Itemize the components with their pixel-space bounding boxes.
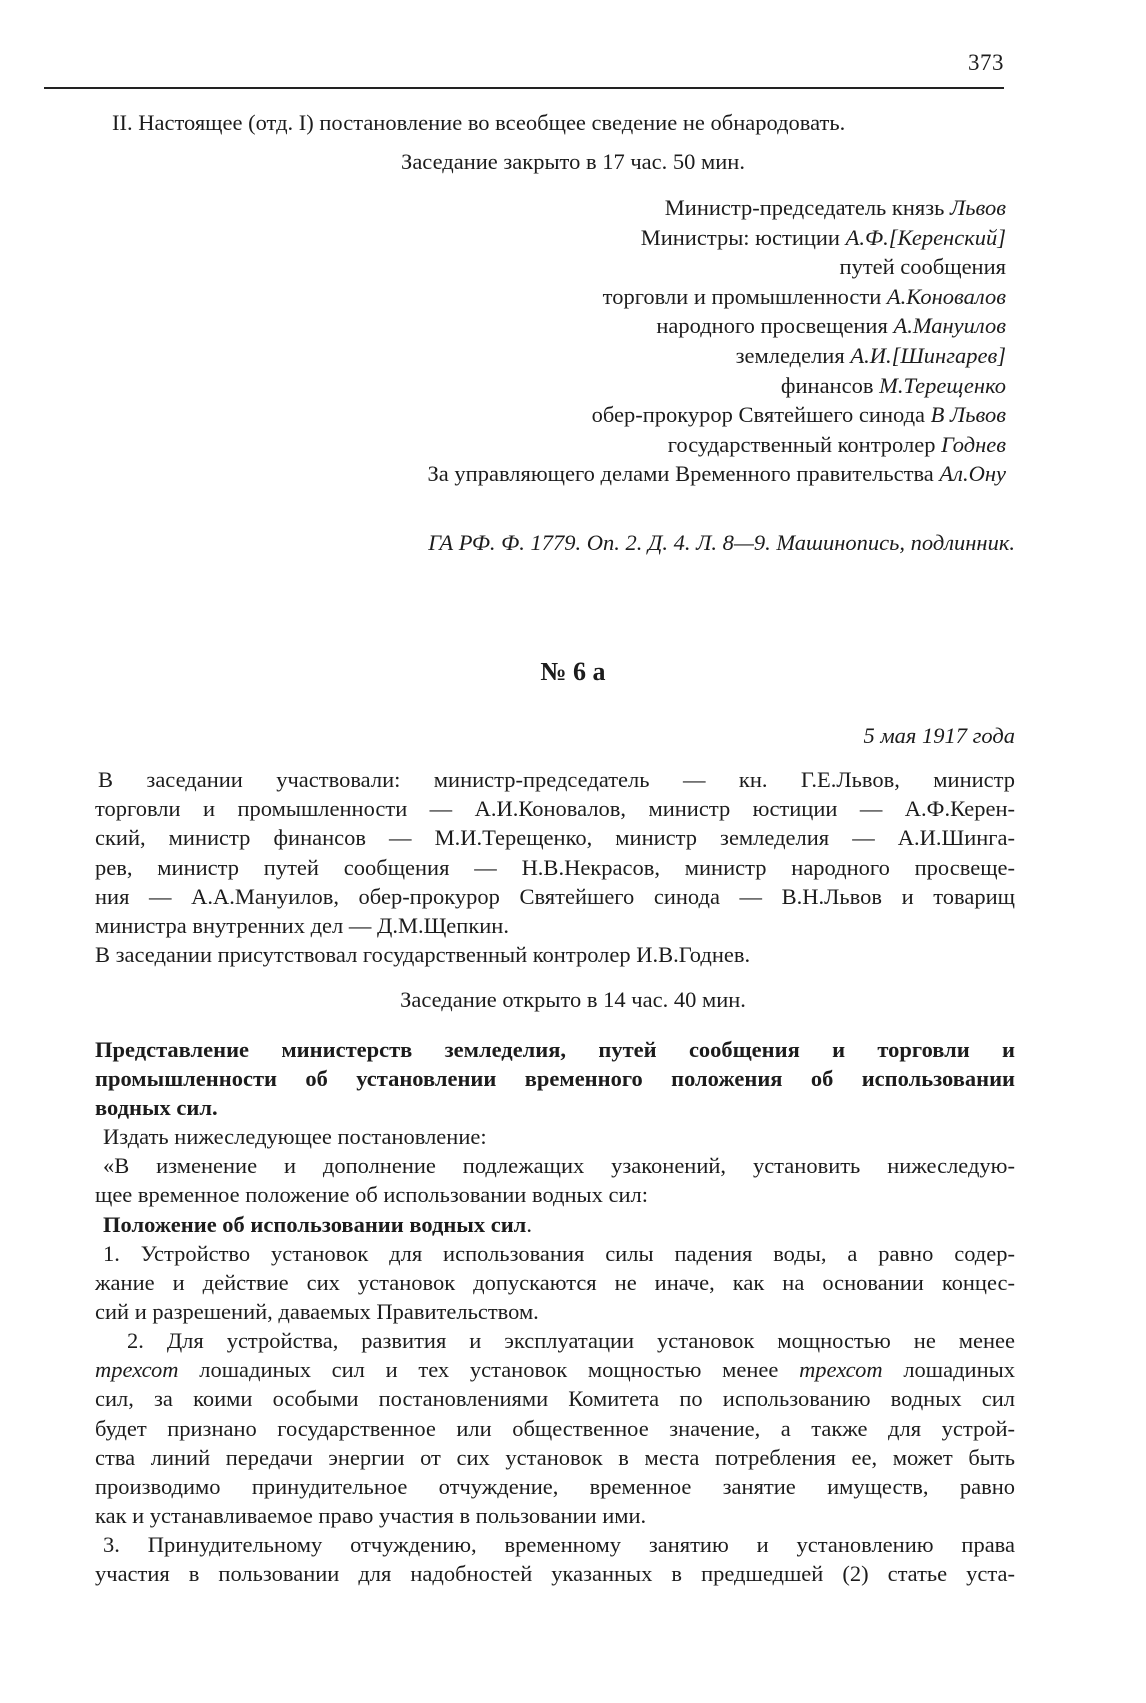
article-2	[95, 1326, 1015, 1530]
text-line: торговли и промышленности — А.И.Коновалов, министр юстиции — А.Ф.Керен-	[95, 796, 1015, 822]
signature-line: торговли и промышленности А.Коновалов	[602, 283, 1006, 309]
text-line: сил, за коими особыми постановлениями Комитета по использованию водных сил	[95, 1386, 1015, 1412]
document-number: № 6 а	[540, 657, 606, 686]
signature-line: путей сообщения	[839, 254, 1006, 280]
session-closed: Заседание закрыто в 17 час. 50 мин.	[401, 149, 745, 174]
text-line: ства линий передачи энергии от сих установок в места потребления ее, может быть	[95, 1444, 1015, 1470]
text-line: производимо принудительное отчуждение, временное занятие имуществ, равно	[95, 1473, 1015, 1499]
decree-intro: Издать нижеследующее постановление:	[103, 1124, 487, 1149]
signature-line: государственный контролер Годнев	[667, 431, 1006, 457]
heading-line: водных сил.	[95, 1095, 218, 1121]
header-rule	[44, 87, 1004, 89]
signature-line: За управляющего делами Временного правительства Ал.Ону	[427, 461, 1006, 487]
archive-reference: ГА РФ. Ф. 1779. Оп. 2. Д. 4. Л. 8—9. Машинопись, подлинник.	[428, 530, 1015, 555]
page-number: 373	[968, 50, 1004, 75]
text-line: жание и действие сих установок допускаются не иначе, как на основании концес-	[95, 1270, 1015, 1296]
article-1	[95, 1239, 1015, 1327]
text-line: 2. Для устройства, развития и эксплуатации установок мощностью не менее	[127, 1328, 1015, 1353]
heading-line: Представление министерств земледелия, путей сообщения и торговли и	[95, 1037, 1015, 1062]
article-3	[95, 1530, 1015, 1588]
signature-line: земледелия А.И.[Шингарев]	[735, 342, 1006, 368]
signature-line: Министры: юстиции А.Ф.[Керенский]	[640, 224, 1006, 250]
text-line: В заседании участвовали: министр-председатель — кн. Г.Е.Львов, министр	[98, 767, 1015, 792]
text-line: ский, министр финансов — М.И.Терещенко, министр земледелия — А.И.Шинга-	[95, 825, 1015, 851]
heading-line: промышленности об установлении временного положения об использовании	[95, 1066, 1015, 1092]
clause-ii: II. Настоящее (отд. I) постановление во всеобщее сведение не обнародовать.	[112, 110, 846, 135]
text-line: «В изменение и дополнение подлежащих узаконений, установить нижеследую-	[103, 1153, 1015, 1178]
decree-paragraph	[95, 1151, 1015, 1209]
signature-line: народного просвещения А.Мануилов	[656, 313, 1006, 339]
text-line: 3. Принудительному отчуждению, временному занятию и установлению права	[103, 1532, 1015, 1557]
participants-paragraph	[95, 765, 1015, 940]
text-line: будет признано государственное или общественное значение, а также для устрой-	[95, 1415, 1015, 1441]
text-line: как и устанавливаемое право участия в пользовании ими.	[95, 1503, 647, 1529]
signature-line: обер-прокурор Святейшего синода В Львов	[591, 402, 1006, 428]
regulation-title: Положение об использовании водных сил.	[103, 1212, 532, 1237]
text-line: участия в пользовании для надобностей указанных в предшедшей (2) статье уста-	[95, 1561, 1015, 1587]
text-line: сий и разрешений, даваемых Правительством.	[95, 1299, 539, 1325]
agenda-heading	[95, 1035, 1015, 1123]
text-line: министра внутренних дел — Д.М.Щепкин.	[95, 912, 509, 938]
signature-block	[106, 193, 1006, 489]
signature-line: финансов М.Терещенко	[780, 372, 1006, 398]
document-date: 5 мая 1917 года	[863, 723, 1015, 748]
text-line: рев, министр путей сообщения — Н.В.Некрасов, министр народного просвеще-	[95, 854, 1015, 880]
controller-present: В заседании присутствовал государственный контролер И.В.Годнев.	[95, 942, 751, 967]
signature-line: Министр-председатель князь Львов	[664, 195, 1006, 220]
text-line: ния — А.А.Мануилов, обер-прокурор Святейшего синода — В.Н.Львов и товарищ	[95, 883, 1015, 909]
text-line: щее временное положение об использовании водных сил:	[95, 1182, 649, 1208]
text-line: 1. Устройство установок для использования силы падения воды, а равно содер-	[103, 1241, 1015, 1266]
session-opened: Заседание открыто в 14 час. 40 мин.	[400, 987, 746, 1012]
text-line: трехсот лошадиных сил и тех установок мощностью менее трехсот лошадиных	[95, 1357, 1016, 1383]
